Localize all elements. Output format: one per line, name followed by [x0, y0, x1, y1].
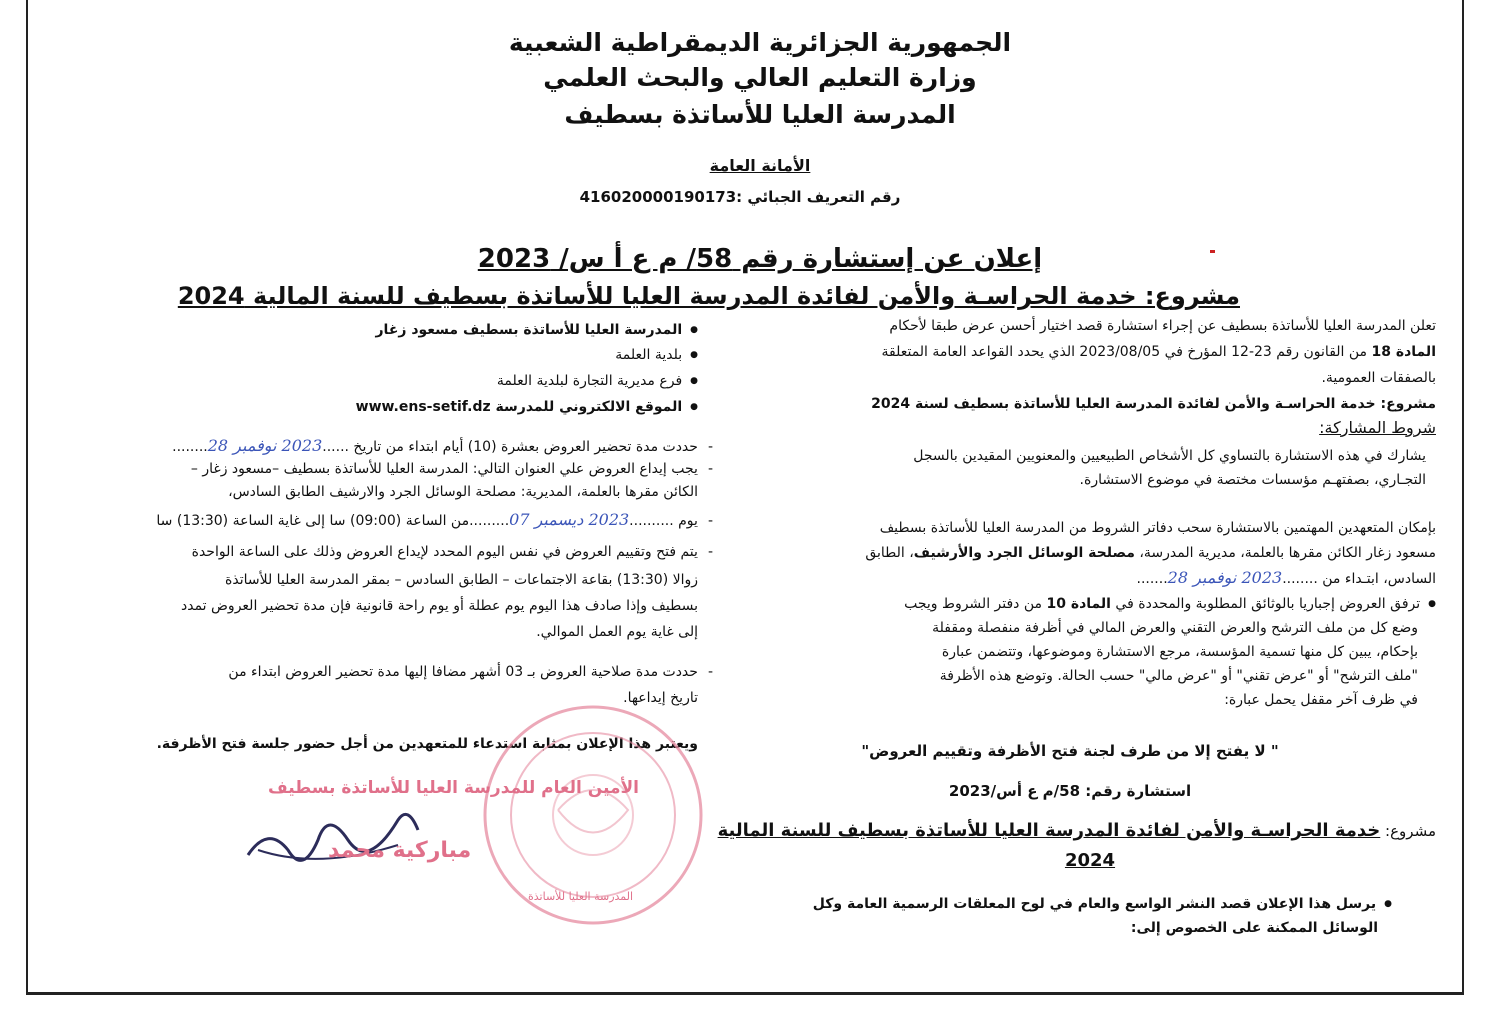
specs-line-3 [1137, 568, 1437, 587]
intro-line-3: بالصفقات العمومية. [1321, 370, 1436, 386]
deposit-hours: من الساعة (09:00) سا إلى غاية الساعة (13:30) سا [156, 513, 470, 529]
consultation-ref: استشارة رقم: 58/م ع أس/2023 [948, 782, 1192, 800]
deposit-day-label: يوم [678, 513, 698, 529]
prep-duration [172, 436, 713, 455]
intro-line-1: تعلن المدرسة العليا للأساتذة بسطيف عن إجراء استشارة قصد اختيار أحسن عرض طبقا لأحكام [889, 318, 1436, 334]
seal-text: المدرسة العليا للأساتذة [528, 890, 634, 903]
prep-dots-2: ........ [172, 439, 208, 455]
red-mark [1210, 250, 1215, 253]
specs-dots-2: ....... [1136, 571, 1168, 587]
conditions-line-2: التجـاري، بصفتهـم مؤسسات مختصة في موضوع الاستشارة. [1079, 472, 1426, 488]
project2-title: خدمة الحراسـة والأمن لفائدة المدرسة العليا للأساتذة بسطيف للسنة المالية [717, 820, 1381, 841]
stamp-title: الأمين العام للمدرسة العليا للأساتذة بسطيف [268, 778, 639, 798]
specs-line-2 [865, 545, 1436, 561]
offer-line-1c: من دفتر الشروط ويجب [904, 596, 1047, 612]
prep-date-handwritten: 2023 نوفمبر 28 [207, 436, 323, 455]
specs-dots: ........ [1282, 571, 1318, 587]
article-10: المادة 10 [1046, 596, 1111, 612]
project-line: مشروع: خدمة الحراسـة والأمن لفائدة المدرسة العليا للأساتذة بسطيف لسنة 2024 [871, 396, 1436, 412]
deposit-dots-2: ......... [469, 513, 510, 529]
round-seal [228, 700, 708, 940]
specs-line-2c: ، الطابق [865, 545, 914, 561]
prep-dots: ...... [322, 439, 349, 455]
offer-line-3: بإحكام، يبين كل منها تسمية المؤسسة، مرجع الاستشارة وموضوعها، وتتضمن عبارة [941, 644, 1418, 660]
recipient-3: ● فرع مديرية التجارة لبلدية العلمة [497, 373, 698, 389]
stamp-signatory: مباركية محمد [328, 838, 472, 863]
specs-line-2a: مسعود زغار الكائن مقرها بالعلمة، مديرية المدرسة، [1134, 545, 1436, 561]
specs-date-handwritten: 2023 نوفمبر 28 [1167, 568, 1283, 587]
header-department: الأمانة العامة [709, 156, 811, 175]
offer-line-1 [904, 596, 1436, 612]
deposit-line-1: - يجب إيداع العروض علي العنوان التالي: المدرسة العليا للأساتذة بسطيف –مسعود زغار – [191, 461, 713, 477]
recipient-1: ● المدرسة العليا للأساتذة بسطيف مسعود زغار [376, 322, 699, 338]
opening-line-2: زوالا (13:30) بقاعة الاجتماعات – الطابق السادس – بمقر المدرسة العليا للأساتذة [225, 572, 698, 588]
project2-line-1 [718, 820, 1436, 841]
deposit-dots: .......... [629, 513, 674, 529]
specs-from: السادس، ابتـداء من [1322, 571, 1436, 587]
opening-line-4: إلى غاية يوم العمل الموالي. [536, 624, 698, 640]
conditions-line-1: يشارك في هذه الاستشارة بالتساوي كل الأشخاص الطبيعيين والمعنويين المقيدين بالسجل [913, 448, 1426, 464]
envelope-quote: " لا يفتح إلا من طرف لجنة فتح الأظرفة وتقييم العروض" [861, 742, 1279, 760]
validity-line-2: تاريخ إيداعها. [623, 690, 698, 706]
validity-line-1: - حددت مدة صلاحية العروض بـ 03 أشهر مضافا إليها مدة تحضير العروض ابتداء من [228, 664, 713, 680]
recipient-2: ● بلدية العلمة [615, 347, 698, 363]
publish-line-2: الوسائل الممكنة على الخصوص إلى: [1130, 920, 1378, 936]
deposit-day [156, 510, 713, 529]
publish-line-1: ● يرسل هذا الإعلان قصد النشر الواسع والعام في لوح المعلقات الرسمية العامة وكل [813, 896, 1392, 912]
official-stamp-area [228, 700, 708, 940]
header-tax-id: رقم التعريف الجبائي :416020000190173 [579, 188, 901, 206]
article-18: المادة 18 [1371, 344, 1436, 360]
header-republic: الجمهورية الجزائرية الديمقراطية الشعبية [508, 28, 1012, 57]
offer-line-1a: ترفق العروض إجباريا بالوثائق المطلوبة والمحددة في [1110, 596, 1421, 612]
header-ministry: وزارة التعليم العالي والبحث العلمي [543, 63, 977, 92]
recipient-4: ● الموقع الالكتروني للمدرسة www.ens-setif.dz [356, 399, 698, 415]
opening-line-3: بسطيف وإذا صادف هذا اليوم يوم عطلة أو يوم راحة قانونية فإن مدة تحضير العروض تمدد [180, 598, 698, 614]
intro-line-2-text: من القانون رقم 23-12 المؤرخ في 2023/08/05 الذي يحدد القواعد العامة المتعلقة [881, 344, 1372, 360]
project2-label: مشروع: [1380, 822, 1436, 840]
announcement-title: إعلان عن إستشارة رقم 58/ م ع أ س/ 2023 [477, 244, 1043, 274]
closing-statement: ويعتبر هذا الإعلان بمثابة استدعاء للمتعهدين من أجل حضور جلسة فتح الأظرفة. [156, 736, 698, 752]
project-title: مشروع: خدمة الحراسـة والأمن لفائدة المدرسة العليا للأساتذة بسطيف للسنة المالية 2024 [177, 282, 1240, 310]
specs-service: مصلحة الوسائل الجرد والأرشيف [913, 545, 1135, 561]
offer-line-2: وضع كل من ملف الترشح والعرض التقني والعرض المالي في أظرفة منفصلة ومقفلة [932, 620, 1418, 636]
header-school: المدرسة العليا للأساتذة بسطيف [564, 100, 956, 129]
intro-line-2 [882, 344, 1437, 360]
prep-duration-text: حددت مدة تحضير العروض بعشرة (10) أيام ابتداء من تاريخ [353, 439, 698, 455]
offer-line-5: في ظرف آخر مقفل يحمل عبارة: [1224, 692, 1418, 708]
offer-line-4: "ملف الترشح" أو "عرض تقني" أو "عرض مالي" حسب الحالة. وتوضع هذه الأظرفة [939, 668, 1418, 684]
deposit-date-handwritten: 2023 ديسمبر 07 [509, 510, 630, 529]
specs-line-1: بإمكان المتعهدين المهتمين بالاستشارة سحب دفاتر الشروط من المدرسة العليا للأساتذة بسطيف [879, 520, 1436, 536]
opening-line-1: - يتم فتح وتقييم العروض في نفس اليوم المحدد لإيداع العروض وذلك على الساعة الواحدة [192, 544, 713, 560]
conditions-title: شروط المشاركة: [1319, 418, 1436, 437]
project2-year: 2024 [1064, 850, 1116, 871]
deposit-line-2: الكائن مقرها بالعلمة، المديرية: مصلحة الوسائل الجرد والارشيف الطابق السادس، [228, 484, 698, 500]
